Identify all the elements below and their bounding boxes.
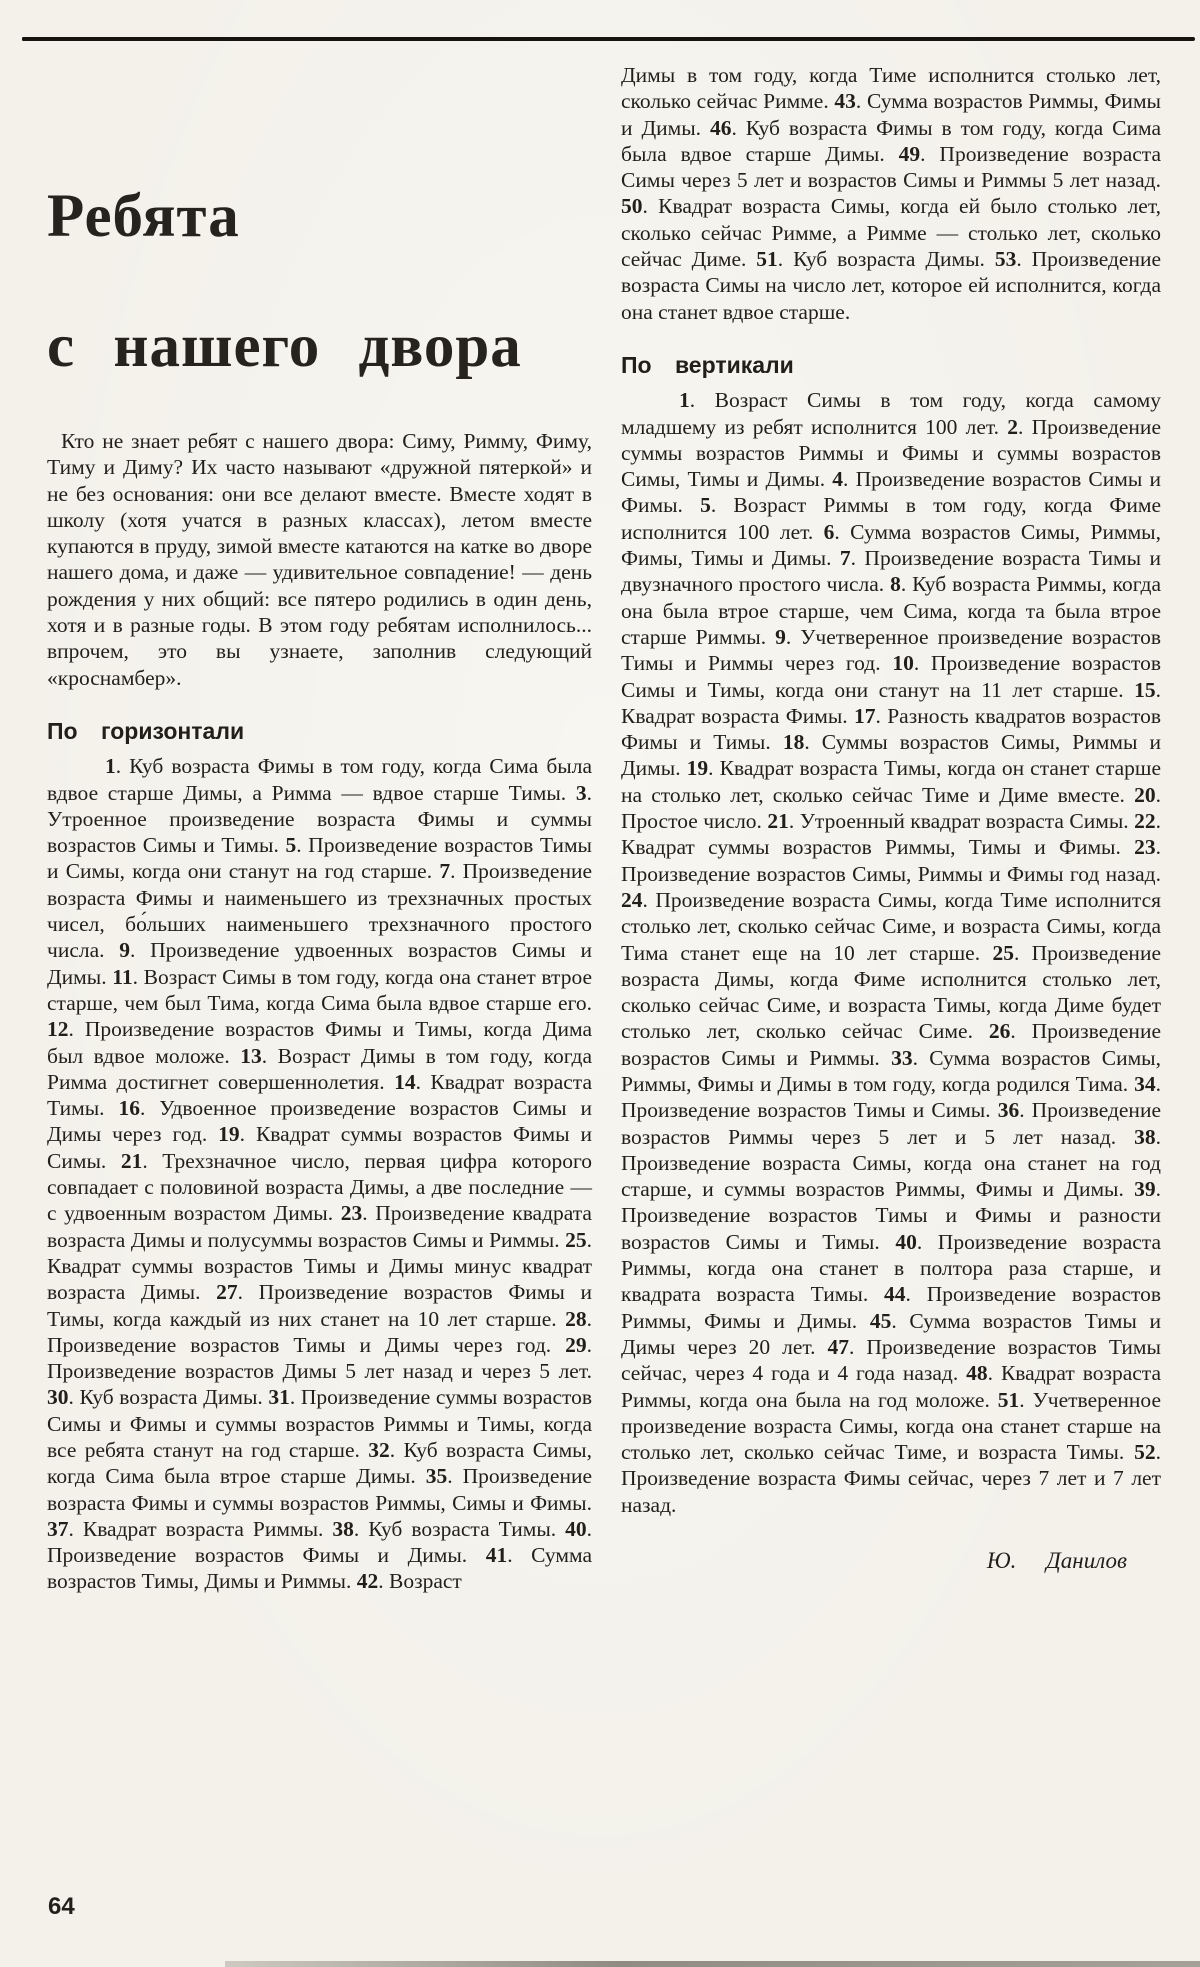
page-number: 64 [48,1893,75,1920]
author-signature: Ю. Данилов [986,1548,1127,1574]
article-title-line1: Ребята [47,183,240,250]
top-rule [22,37,1195,41]
right-column [621,62,1161,1574]
article-title [47,152,592,412]
article-title-line2: с нашего двора [47,313,522,380]
across-clues-part1: 1. Куб возраста Фимы в том году, когда Сима была вдвое старше Димы, а Римма — вдвое старше Тимы. 3. Утроенное произведение возраста Фимы и суммы возрастов Симы и Тимы. 5. Произведение возрастов Тимы и Симы, когда они станут на год старше. 7. Произведение возраста Фимы и наименьшего из трехзначных простых чисел, бо́льших наименьшего трехзначного простого числа. 9. Произведение удвоенных возрастов Симы и Димы. 11. Возраст Симы в том году, когда она станет втрое старше, чем был Тима, когда Сима была вдвое старше его. 12. Произведение возрастов Фимы и Тимы, когда Дима был вдвое моложе. 13. Возраст Димы в том году, когда Римма достигнет совершеннолетия. 14. Квадрат возраста Тимы. 16. Удвоенное произведение возрастов Симы и Димы через год. 19. Квадрат суммы возрастов Фимы и Симы. 21. Трехзначное число, первая цифра которого совпадает с половиной возраста Димы, а две последние — с удвоенным возрастом Димы. 23. Произведение квадрата возраста Димы и полусуммы возрастов Симы и Риммы. 25. Квадрат суммы возрастов Тимы и Димы минус квадрат возраста Димы. 27. Произведение возрастов Фимы и Тимы, когда каждый из них станет на 10 лет старше. 28. Произведение возрастов Тимы и Димы через год. 29. Произведение возрастов Димы 5 лет назад и через 5 лет. 30. Куб возраста Димы. 31. Произведение суммы возрастов Симы и Фимы и суммы возрастов Риммы и Тимы, когда все ребята станут на год старше. 32. Куб возраста Симы, когда Сима была втрое старше Димы. 35. Произведение возраста Фимы и суммы возрастов Риммы, Симы и Фимы. 37. Квадрат возраста Риммы. 38. Куб возраста Тимы. 40. Произведение возрастов Фимы и Димы. 41. Сумма возрастов Тимы, Димы и Риммы. 42. Возраст [47,754,593,1594]
down-heading: По вертикали [621,351,794,378]
across-clues-part2: Димы в том году, когда Тиме исполнится столько лет, сколько сейчас Римме. 43. Сумма возрастов Риммы, Фимы и Димы. 46. Куб возраста Фимы в том году, когда Сима была вдвое старше Димы. 49. Произведение возраста Симы через 5 лет и возрастов Симы и Риммы 5 лет назад. 50. Квадрат возраста Симы, когда ей было столько лет, сколько сейчас Римме, а Римме — столько лет, сколько сейчас Диме. 51. Куб возраста Димы. 53. Произведение возраста Симы на число лет, которое ей исполнится, когда она станет вдвое старше. [621,63,1162,324]
down-clues: 1. Возраст Симы в том году, когда самому младшему из ребят исполнится 100 лет. 2. Произведение суммы возрастов Риммы и Фимы и суммы возрастов Симы, Тимы и Димы. 4. Произведение возрастов Симы и Фимы. 5. Возраст Риммы в том году, когда Фиме исполнится 100 лет. 6. Сумма возрастов Симы, Риммы, Фимы, Тимы и Димы. 7. Произведение возраста Тимы и двузначного простого числа. 8. Куб возраста Риммы, когда она была втрое старше, чем Сима, когда та была втрое старше Риммы. 9. Учетверенное произведение возрастов Тимы и Риммы через год. 10. Произведение возрастов Симы и Тимы, когда они станут на 11 лет старше. 15. Квадрат возраста Фимы. 17. Разность квадратов возрастов Фимы и Тимы. 18. Суммы возрастов Симы, Риммы и Димы. 19. Квадрат возраста Тимы, когда он станет старше на столько лет, сколько сейчас Тиме и Диме вместе. 20. Простое число. 21. Утроенный квадрат возраста Симы. 22. Квадрат суммы возрастов Риммы, Тимы и Фимы. 23. Произведение возрастов Симы, Риммы и Фимы год назад. 24. Произведение возраста Симы, когда Тиме исполнится столько лет, сколько сейчас Симе, и возраста Симы, когда Тима станет еще на 10 лет старше. 25. Произведение возраста Димы, когда Фиме исполнится столько лет, сколько сейчас Симе, и возраста Тимы, когда Диме будет столько лет, сколько сейчас Симе. 26. Произведение возрастов Симы и Риммы. 33. Сумма возрастов Симы, Риммы, Фимы и Димы в том году, когда родился Тима. 34. Произведение возрастов Тимы и Симы. 36. Произведение возрастов Риммы через 5 лет и 5 лет назад. 38. Произведение возраста Симы, когда она станет на год старше, и суммы возрастов Риммы, Фимы и Димы. 39. Произведение возрастов Тимы и Фимы и разности возрастов Симы и Тимы. 40. Произведение возраста Риммы, когда она станет в полтора раза старше, и квадрата возраста Тимы. 44. Произведение возрастов Риммы, Фимы и Димы. 45. Сумма возрастов Тимы и Димы через 20 лет. 47. Произведение возрастов Тимы сейчас, через 4 года и 4 года назад. 48. Квадрат возраста Риммы, когда она была на год моложе. 51. Учетверенное произведение возраста Симы, когда она станет старше на столько лет, сколько сейчас Тиме, и возраста Тимы. 52. Произведение возраста Фимы сейчас, через 7 лет и 7 лет назад. [621,388,1162,1517]
scan-edge-bottom [225,1961,1200,1967]
across-heading: По горизонтали [47,717,245,744]
intro-paragraph: Кто не знает ребят с нашего двора: Симу, Римму, Фиму, Тиму и Диму? Их часто называют «дружной пятеркой» и не без основания: они все делают вместе. Вместе ходят в школу (хотя учатся в разных классах), летом вместе купаются в пруду, зимой вместе катаются на катке во дворе нашего дома, и даже — удивительное совпадение! — день рождения у них общий: все пятеро родились в один день, хотя и в разные годы. В этом году ребятам исполнилось... впрочем, это вы узнаете, заполнив следующий «кроснамбер». [47,429,592,690]
left-column [47,66,592,1595]
